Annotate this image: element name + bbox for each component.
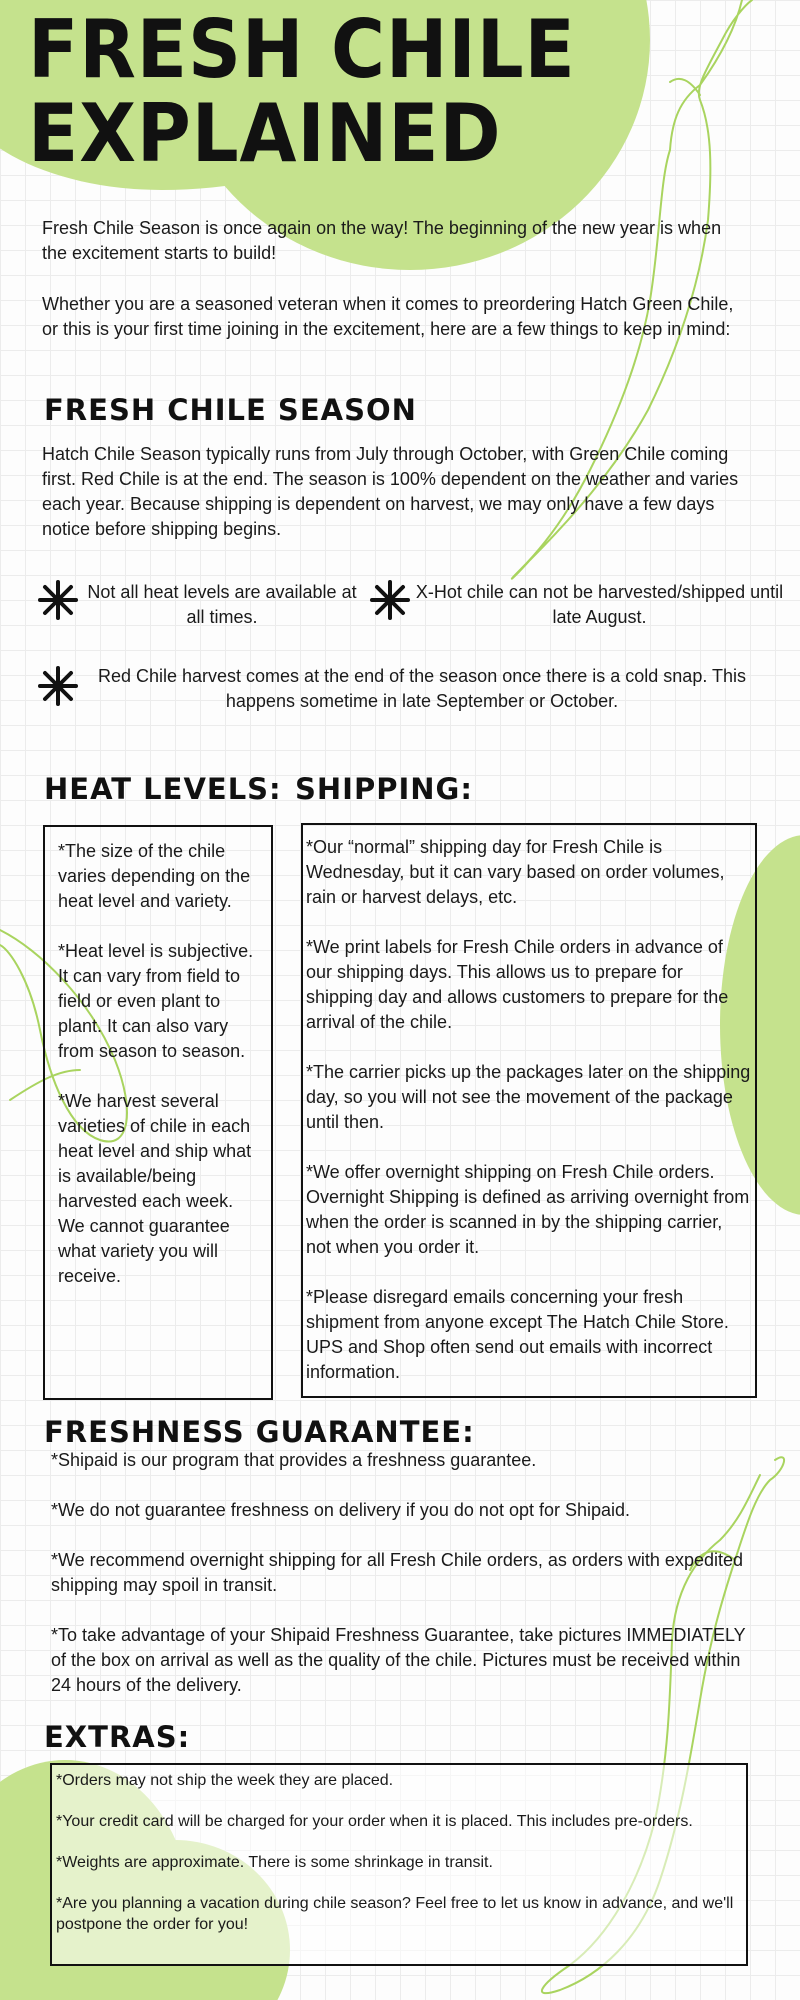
- intro-paragraph-2: Whether you are a seasoned veteran when it comes to preordering Hatch Green Chile, or this is your first time joining in the excitement, here are a few things to keep in mind:: [42, 294, 734, 339]
- heat-levels-box: [43, 825, 273, 1400]
- title-line-2: EXPLAINED: [28, 87, 502, 180]
- asterisk-icon: [38, 580, 78, 620]
- heat-levels-heading: HEAT LEVELS:: [44, 772, 282, 806]
- freshness-item: *We do not guarantee freshness on delivery if you do not opt for Shipaid.: [51, 1500, 631, 1520]
- season-bullet-3: Red Chile harvest comes at the end of the season once there is a cold snap. This happens sometime in late September or October.: [97, 666, 747, 711]
- freshness-item: *We recommend overnight shipping for all Fresh Chile orders, as orders with expedited shipping may spoil in transit.: [51, 1550, 743, 1595]
- extras-item: *Are you planning a vacation during chile season? Feel free to let us know in advance, and we'll postpone the order for you!: [56, 1895, 734, 1933]
- extras-box: [50, 1763, 748, 1966]
- intro-paragraph-1: Fresh Chile Season is once again on the way! The beginning of the new year is when the excitement starts to build!: [42, 218, 722, 263]
- page-title: [28, 3, 576, 180]
- shipping-heading: SHIPPING:: [295, 772, 473, 806]
- asterisk-icon: [370, 580, 410, 620]
- heat-level-item: *Heat level is subjective. It can vary from field to field or even plant to plant. It can also vary from season to season.: [58, 941, 254, 1061]
- shipping-item: *The carrier picks up the packages later on the shipping day, so you will not see the movement of the package until then.: [306, 1062, 751, 1132]
- shipping-item: *We offer overnight shipping on Fresh Chile orders. Overnight Shipping is defined as arriving overnight from when the order is scanned in by the shipping carrier, not when you order it.: [306, 1162, 750, 1257]
- season-bullet-1: Not all heat levels are available at all times.: [87, 582, 357, 627]
- shipping-item: *Our “normal” shipping day for Fresh Chile is Wednesday, but it can vary based on order volumes, rain or harvest delays, etc.: [306, 837, 725, 907]
- heat-level-item: *We harvest several varieties of chile in each heat level and ship what is available/being harvested each week. We cannot guarantee what variety you will receive.: [58, 1091, 252, 1286]
- shipping-item: *Please disregard emails concerning your fresh shipment from anyone except The Hatch Chile Store. UPS and Shop often send out emails with incorrect information.: [306, 1287, 729, 1382]
- extras-item: *Your credit card will be charged for your order when it is placed. This includes pre-orders.: [56, 1813, 693, 1830]
- extras-heading: EXTRAS:: [44, 1720, 191, 1754]
- season-body: Hatch Chile Season typically runs from July through October, with Green Chile coming first. Red Chile is at the end. The season is 100% dependent on the weather and varies each year. Because shipping is dependent on harvest, we may only have a few days notice before shipping begins.: [42, 444, 739, 539]
- freshness-item: *Shipaid is our program that provides a freshness guarantee.: [51, 1450, 537, 1470]
- freshness-heading: FRESHNESS GUARANTEE:: [44, 1415, 475, 1449]
- title-line-1: FRESH CHILE: [28, 3, 576, 96]
- extras-item: *Orders may not ship the week they are placed.: [56, 1772, 394, 1789]
- heat-level-item: *The size of the chile varies depending on the heat level and variety.: [58, 841, 251, 911]
- shipping-item: *We print labels for Fresh Chile orders in advance of our shipping days. This allows us to prepare for shipping day and allows customers to prepare for the arrival of the chile.: [306, 937, 729, 1032]
- asterisk-icon: [38, 666, 78, 706]
- freshness-list: [51, 1448, 751, 1723]
- season-bullet-2: X-Hot chile can not be harvested/shipped until late August.: [415, 582, 784, 627]
- season-heading: FRESH CHILE SEASON: [44, 393, 417, 427]
- freshness-item: *To take advantage of your Shipaid Freshness Guarantee, take pictures IMMEDIATELY of the box on arrival as well as the quality of the chile. Pictures must be received within 24 hours of the delivery.: [51, 1625, 746, 1695]
- shipping-box: [301, 823, 757, 1398]
- extras-item: *Weights are approximate. There is some shrinkage in transit.: [56, 1854, 493, 1871]
